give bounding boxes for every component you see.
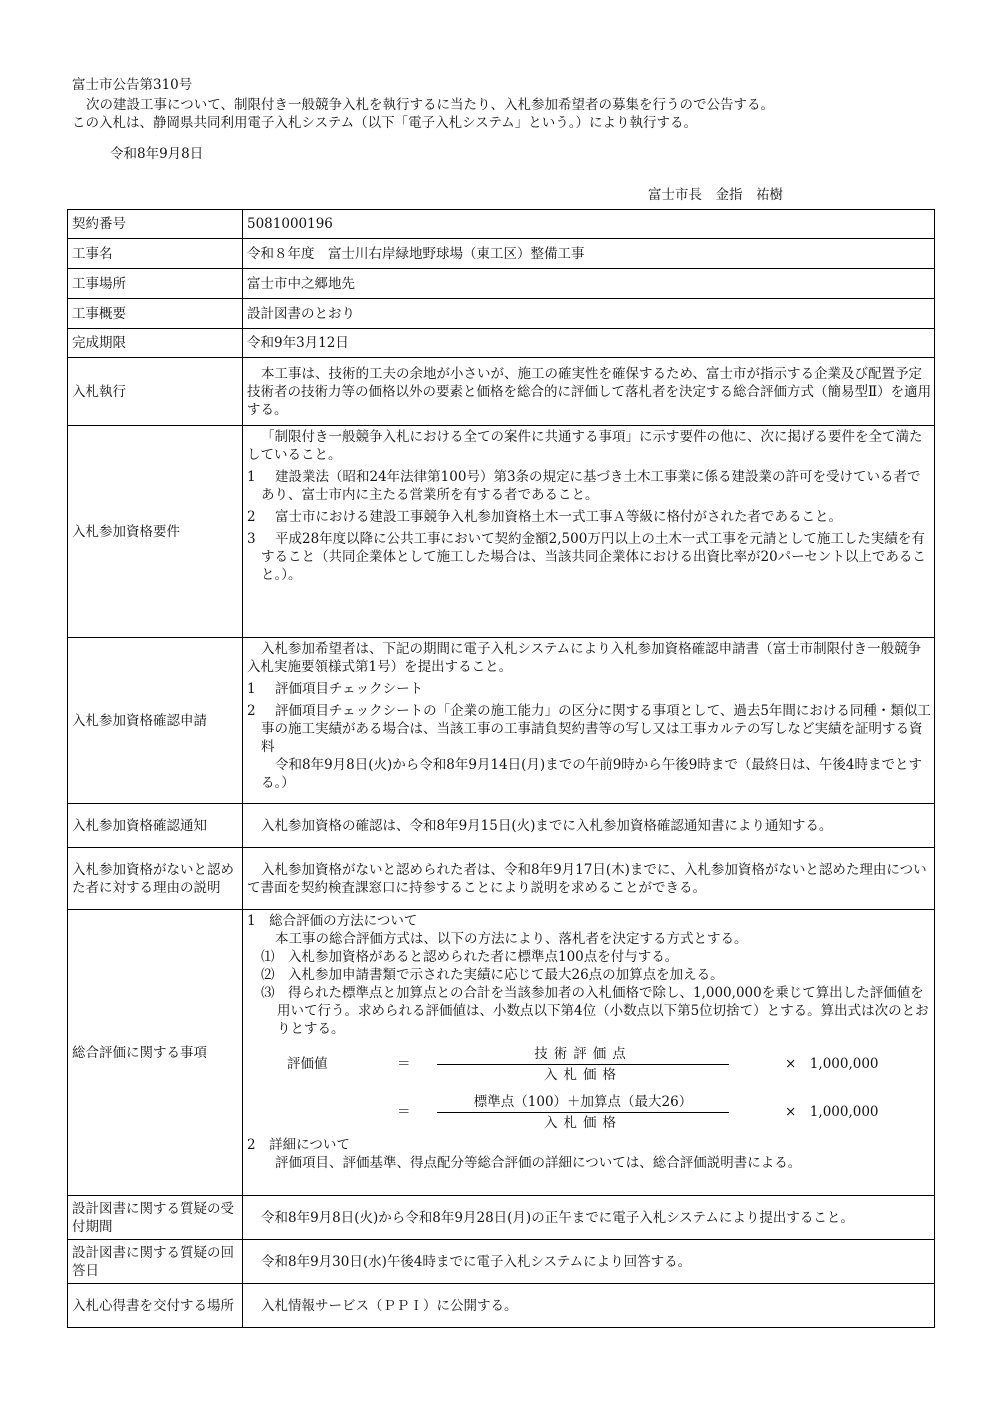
evaluation-sub-item <box>247 948 932 966</box>
value-answer-date-cell <box>243 1240 935 1284</box>
value-qualification-cell <box>243 426 935 638</box>
sub-number: ⑶ <box>261 985 275 1001</box>
evaluation-section-1-text: 本工事の総合評価方式は、以下の方法により、落札者を決定する方式とする。 <box>275 931 748 947</box>
confirm-application-item <box>247 702 932 756</box>
item-text: 平成28年度以降に公共工事において契約金額2,500万円以上の土木一式工事を元請として施工した実績を有すること（共同企業体として施工した場合は、当該共同企業体における出資比率が20パーセント以上であること。）。 <box>261 531 926 583</box>
label-question-period: 設計図書に関する質疑の受付期間 <box>68 1196 243 1240</box>
label-confirm-application: 入札参加資格確認申請 <box>68 638 243 804</box>
value-bidding-cell <box>243 358 935 426</box>
label-evaluation: 総合評価に関する事項 <box>68 910 243 1196</box>
row-no-qualification <box>68 848 935 910</box>
value-confirm-notice: 入札参加資格の確認は、令和8年9月15日(火)までに入札参加資格確認通知書により通知する。 <box>261 817 833 834</box>
row-confirm-application <box>68 638 935 804</box>
item-number: 1 <box>247 681 256 697</box>
value-question-period: 令和8年9月8日(火)から令和8年9月28日(月)の正午までに電子入札システムにより提出すること。 <box>261 1209 854 1226</box>
value-no-qualification: 入札参加資格がないと認められた者は、令和8年9月17日(木)までに、入札参加資格がないと認めた理由について書面を契約検査課窓口に持参することにより説明を求めることができる。 <box>247 861 927 896</box>
label-location: 工事場所 <box>68 269 243 299</box>
value-location: 富士市中之郷地先 <box>243 269 935 299</box>
label-overview: 工事概要 <box>68 299 243 329</box>
confirm-application-item <box>247 680 932 698</box>
row-overview <box>68 299 935 329</box>
label-instructions: 入札心得書を交付する場所 <box>68 1284 243 1328</box>
qualification-item <box>247 468 932 504</box>
sub-text: 入札参加資格があると認められた者に標準点100点を付与する。 <box>288 949 679 965</box>
sub-text: 入札参加申請書類で示された実績に応じて最大26点の加算点を加える。 <box>288 967 724 983</box>
value-evaluation-cell <box>243 910 935 1196</box>
value-instructions-cell <box>243 1284 935 1328</box>
sub-number: ⑵ <box>261 967 275 983</box>
formula-denominator-1: 入札価格 <box>544 1066 622 1083</box>
item-text: 評価項目チェックシート <box>275 681 424 697</box>
value-project-name: 令和８年度 富士川右岸緑地野球場（東工区）整備工事 <box>243 239 935 269</box>
row-evaluation <box>68 910 935 1196</box>
sub-number: ⑴ <box>261 949 275 965</box>
row-contract-no <box>68 210 935 239</box>
item-number: 1 <box>247 469 256 485</box>
notice-table <box>67 209 935 1328</box>
row-answer-date <box>68 1240 935 1284</box>
value-overview: 設計図書のとおり <box>243 299 935 329</box>
evaluation-section-2-title: 2 詳細について <box>247 1137 350 1153</box>
value-contract-no: 5081000196 <box>243 210 935 239</box>
value-instructions: 入札情報サービス（ＰＰＩ）に公開する。 <box>261 1297 518 1314</box>
item-text: 評価項目チェックシートの「企業の施工能力」の区分に関する事項として、過去5年間における同種・類似工事の施工実績がある場合は、当該工事の工事請負契約書等の写し又は工事カルテの写しなど実績を証明する資料 <box>261 703 931 755</box>
item-number: 2 <box>247 509 256 525</box>
item-text: 建設業法（昭和24年法律第100号）第3条の規定に基づき土木工事業に係る建設業の許可を受けている者であり、富士市内に主たる営業所を有する者であること。 <box>261 469 921 503</box>
formula-multiplier-1: × 1,000,000 <box>785 1056 879 1072</box>
value-deadline: 令和9年3月12日 <box>243 329 935 358</box>
row-instructions <box>68 1284 935 1328</box>
evaluation-section-2-text: 評価項目、評価基準、得点配分等総合評価の詳細については、総合評価説明書による。 <box>275 1155 802 1171</box>
label-no-qualification: 入札参加資格がないと認めた者に対する理由の説明 <box>68 848 243 910</box>
confirm-application-period: 令和8年9月8日(火)から令和8年9月14日(月)までの午前9時から午後9時まで（最終日は、午後4時までとする。） <box>261 757 922 791</box>
formula-denominator-2: 入札価格 <box>544 1114 622 1131</box>
value-confirm-notice-cell <box>243 804 935 848</box>
formula-fraction-2 <box>437 1093 729 1132</box>
row-confirm-notice <box>68 804 935 848</box>
row-deadline <box>68 329 935 358</box>
evaluation-section-1-title: 1 総合評価の方法について <box>247 913 418 929</box>
formula-line-2 <box>287 1090 932 1134</box>
value-answer-date: 令和8年9月30日(水)午後4時までに電子入札システムにより回答する。 <box>261 1253 692 1270</box>
row-bidding <box>68 358 935 426</box>
intro-paragraph-1: 次の建設工事について、制限付き一般競争入札を執行するに当たり、入札参加希望者の募集を行うので公告する。 <box>86 97 774 113</box>
notice-number: 富士市公告第310号 <box>72 77 193 93</box>
value-no-qualification-cell <box>243 848 935 910</box>
label-confirm-notice: 入札参加資格確認通知 <box>68 804 243 848</box>
label-deadline: 完成期限 <box>68 329 243 358</box>
formula-fraction-1 <box>437 1045 729 1084</box>
intro-text <box>72 96 952 132</box>
value-bidding: 本工事は、技術的工夫の余地が小さいが、施工の確実性を確保するため、富士市が指示する企業及び配置予定技術者の技術力等の価格以外の要素と価格を総合的に評価して落札者を決定する総合評価方式（簡易型Ⅱ）を適用する。 <box>247 365 932 418</box>
qualification-item <box>247 508 932 526</box>
evaluation-sub-item <box>247 984 932 1038</box>
label-bidding: 入札執行 <box>68 358 243 426</box>
notice-date: 令和8年9月8日 <box>110 146 204 162</box>
value-confirm-application-cell <box>243 638 935 804</box>
formula-equals: ＝ <box>397 1104 411 1120</box>
label-project-name: 工事名 <box>68 239 243 269</box>
formula-numerator-1: 技術評価点 <box>437 1045 729 1065</box>
label-qualification: 入札参加資格要件 <box>68 426 243 638</box>
qualification-intro: 「制限付き一般競争入札における全ての案件に共通する事項」に示す要件の他に、次に掲げる要件を全て満たしていること。 <box>247 429 923 463</box>
formula-numerator-2: 標準点（100）＋加算点（最大26） <box>437 1093 729 1113</box>
row-project-name <box>68 239 935 269</box>
mayor-signature: 富士市長 金指 祐樹 <box>648 187 783 203</box>
value-question-period-cell <box>243 1196 935 1240</box>
intro-paragraph-2: この入札は、静岡県共同利用電子入札システム（以下「電子入札システム」という。）により執行する。 <box>72 115 698 131</box>
label-answer-date: 設計図書に関する質疑の回答日 <box>68 1240 243 1284</box>
formula-lhs: 評価値 <box>287 1056 328 1072</box>
label-contract-no: 契約番号 <box>68 210 243 239</box>
formula-equals: ＝ <box>397 1056 411 1072</box>
sub-text: 得られた標準点と加算点との合計を当該参加者の入札価格で除し、1,000,000を乗じて算出した評価値を用いて行う。求められる評価値は、小数点以下第4位（小数点以下第5位切捨て）とする。算出式は次のとおりとする。 <box>277 985 929 1037</box>
item-text: 富士市における建設工事競争入札参加資格土木一式工事Ａ等級に格付がされた者であること。 <box>275 509 842 525</box>
row-question-period <box>68 1196 935 1240</box>
formula-line-1 <box>287 1042 932 1086</box>
formula-multiplier-2: × 1,000,000 <box>785 1104 879 1120</box>
qualification-item <box>247 530 932 584</box>
confirm-application-intro: 入札参加希望者は、下記の期間に電子入札システムにより入札参加資格確認申請書（富士市制限付き一般競争入札実施要領様式第1号）を提出すること。 <box>247 641 922 675</box>
item-number: 2 <box>247 703 256 719</box>
row-qualification <box>68 426 935 638</box>
row-location <box>68 269 935 299</box>
evaluation-sub-item <box>247 966 932 984</box>
item-number: 3 <box>247 531 256 547</box>
